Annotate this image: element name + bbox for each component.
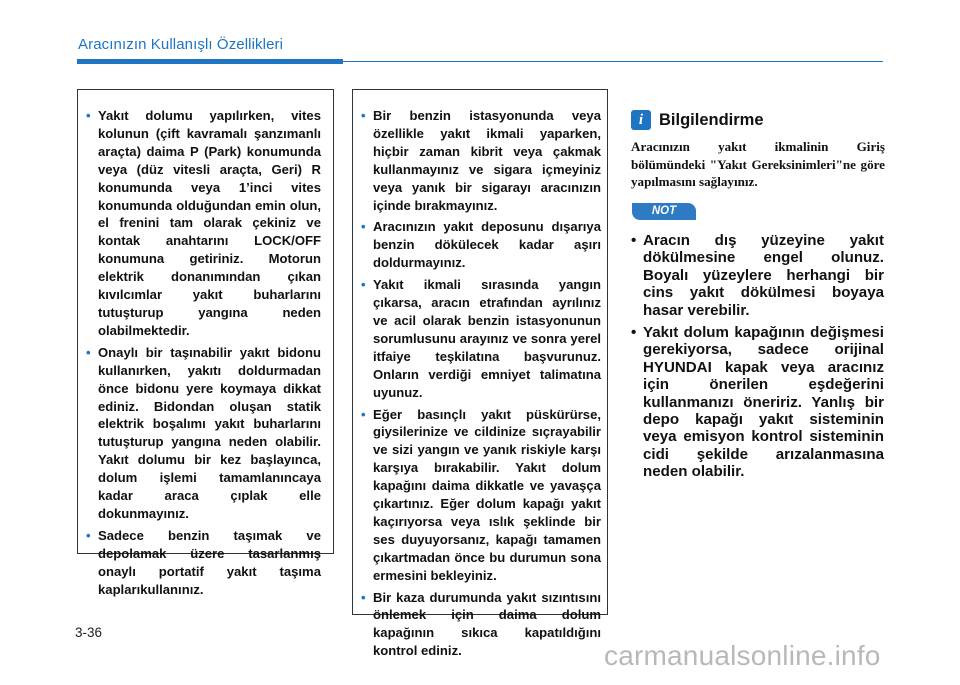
- warning-box-left: [77, 89, 334, 597]
- list-item: • Yakıt ikmali sırasında yangın çıkarsa, aracın etrafından ayrılınız ve acil olarak benzin istasyonunun sorumlusunu arayınız ve sonra yerel itfaiye teşkilatına başvurunuz. Onların verdiği emniyet talimatına uyunuz.: [361, 277, 601, 400]
- bullet-icon: •: [86, 344, 91, 360]
- info-description: Aracınızın yakıt ikmalinin Giriş bölümündeki "Yakıt Gereksinimleri"ne göre yapılmasını sağlayınız.: [631, 139, 885, 189]
- header-rule-thick: [77, 59, 343, 64]
- watermark: carmanualsonline.info: [604, 640, 881, 671]
- list-item: • Yakıt dolum kapağının değişmesi gerekiyorsa, sadece orijinal HYUNDAI kapak veya aracınız için önerilen eşdeğerini kullanmanızı öneririz. Yanlış bir depo kapağı yakıt sisteminin veya emisyon kontrol sisteminin cidi şekilde arızalanmasına neden olabilir.: [631, 324, 884, 481]
- bullet-icon: •: [631, 232, 637, 249]
- list-item: • Onaylı bir taşınabilir yakıt bidonu kullanırken, yakıtı doldurmadan önce bidonu yere koymaya dikkat ediniz. Bidondan oluşan statik elektrik boşalımı yakıt buharlarını tutuşturup yangına neden olabilir. Yakıt dolumu bir kez başlayınca, dolum işlemi tamamlanıncaya kadar araca çıplak elle dokunmayınız.: [86, 344, 321, 521]
- bullet-icon: •: [361, 219, 366, 235]
- list-item: • Yakıt dolumu yapılırken, vites kolunun (çift kavramalı şanzımanlı araçta) daima P (Park) konumunda veya (düz vitesli araçta, Geri) R konumunda veya 1’inci vites konumunda olduğundan emin olun, el frenini tam olarak çekiniz ve kontak anahtarını LOCK/OFF konumuna getiriniz. Motorun elektrik donanımından çıkan kıvılcımlar yakıt buharlarını tutuşturup yangına neden olabilmektedir.: [86, 108, 321, 338]
- page-number: 3-36: [75, 625, 103, 640]
- bullet-icon: •: [361, 589, 366, 605]
- list-item: • Sadece benzin taşımak ve depolamak üzere tasarlanmış onaylı portatif yakıt taşıma kaplarıkullanınız.: [86, 527, 321, 597]
- info-title: Bilgilendirme: [659, 111, 764, 129]
- list-item: • Bir benzin istasyonunda veya özellikle yakıt ikmali yaparken, hiçbir zaman kibrit veya çakmak kullanmayınız ve sigara içmeyiniz veya yanık bir sigarayı aracınızın içinde bırakmayınız.: [361, 108, 601, 213]
- bullet-icon: •: [631, 324, 637, 342]
- info-icon: i: [631, 110, 651, 130]
- header-rule-thin: [343, 61, 883, 62]
- list-item: • Aracınızın yakıt deposunu dışarıya benzin dökülecek kadar aşırı doldurmayınız.: [361, 219, 601, 271]
- list-item: • Eğer basınçlı yakıt püskürürse, giysilerinize ve cildinize sıçrayabilir ve sizi yangın ve yanık riskiyle karşı karşıya bırakabilir. Yakıt dolum kapağını daima dikkatle ve yavaşça çıkartınız. Eğer dolum kapağı yakıt kaçırıyorsa veya ıslık şeklinde bir ses duyuyorsanız, kapağı tamamen çıkartmadan önce bu durumun sona ermesini bekleyiniz.: [361, 406, 601, 583]
- bullet-icon: •: [361, 108, 366, 123]
- section-title: Aracınızın Kullanışlı Özellikleri: [78, 36, 284, 53]
- bullet-icon: •: [86, 108, 91, 123]
- list-item: • Bir kaza durumunda yakıt sızıntısını önlemek için daima dolum kapağının sıkıca kapatıldığını kontrol ediniz.: [361, 589, 601, 659]
- bullet-icon: •: [361, 277, 366, 293]
- warning-box-middle: [352, 89, 608, 659]
- bullet-icon: •: [361, 406, 366, 422]
- list-item: • Aracın dış yüzeyine yakıt dökülmesine engel olunuz. Boyalı yüzeylere herhangi bir cins yakıt dökülmesi boyaya hasar verebilir.: [631, 232, 884, 319]
- bullet-icon: •: [86, 527, 91, 543]
- note-list: [631, 232, 884, 486]
- note-badge: NOT: [632, 203, 696, 220]
